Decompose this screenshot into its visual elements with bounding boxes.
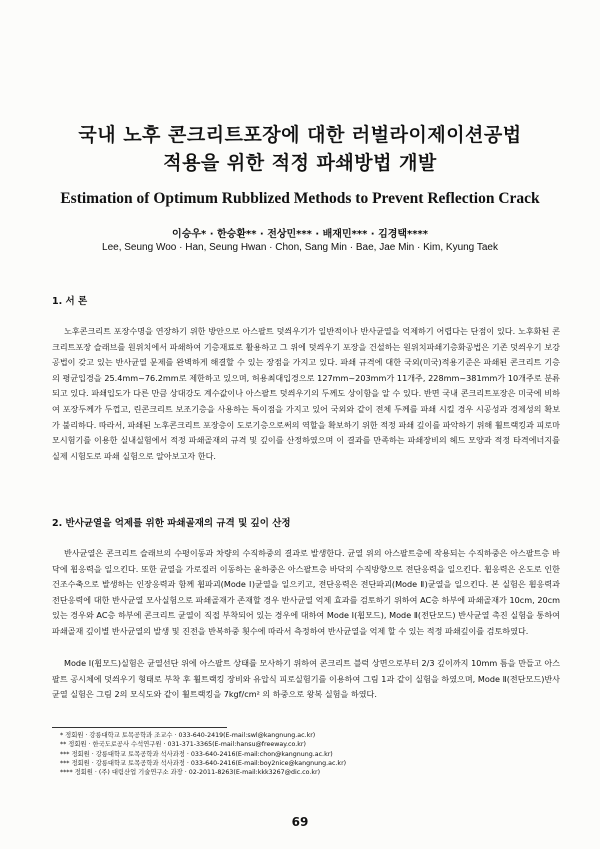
footnote-author-5: **** 정회원 · (주) 대림산업 기술연구소 과장 · 02-2011-8263(E-mail:kkk3267@dic.co.kr) — [60, 769, 321, 777]
footnote-author-3: *** 정회원 · 강릉대학교 토목공학과 석사과정 · 033-640-2416(E-mail:chon@kangnung.ac.kr) — [60, 750, 333, 758]
footnote-author-4: *** 정회원 · 강릉대학교 토목공학과 석사과정 · 033-640-2416(E-mail:boy2nice@kangnung.ac.kr) — [60, 759, 347, 767]
footnote-author-2: ** 정회원 · 한국도로공사 수석연구원 · 031-371-3365(E-mail:hansu@freeway.co.kr) — [60, 741, 306, 749]
title-english: Estimation of Optimum Rubblized Methods to Prevent Reflection Crack — [60, 190, 540, 207]
title-korean-line2: 적용을 위한 적정 파쇄방법 개발 — [163, 152, 437, 174]
title-korean-line1: 국내 노후 콘크리트포장에 대한 러벌라이제이션공법 — [78, 124, 522, 146]
footnote-divider — [52, 727, 227, 728]
footnote-author-1: * 정회원 · 강릉대학교 토목공학과 조교수 · 033-640-2419(E-mail:swl@kangnung.ac.kr) — [60, 732, 316, 739]
section2-paragraph-1: 반사균열은 콘크리트 슬래브의 수평이동과 차량의 수직하중의 결과로 발생한다. 균열 위의 아스팔트층에 작용되는 수직하중은 아스팔트층 바닥에 휨응력을 일으킨다. 또한 균열을 가로질러 이동하는 윤하중은 아스팔트층 바닥의 수직방향으로 전단응력을 일으킨다. 휨응력은 온도로 인한 건조수축으로 발생하는 인장응력과 함께 휨파괴(Mode Ⅰ)균열을 일으키고, 전단응력은 전단파괴(Mode Ⅱ)균열을 일으킨다. 본 실험은 휨응력과 전단응력에 대한 반사균열 모사실험으로 파쇄골재가 존재할 경우 반사균열 억제 효과를 검토하기 위하여 AC층 하부에 파쇄골재가 10cm, 20cm 있는 경우와 AC층 하부에 콘크리트 균열이 직접 부착되어 있는 경우에 대하여 Mode Ⅰ(휨모드), Mode Ⅱ(전단모드) 반사균열 촉진 실험을 통하여 파쇄골재 깊이별 반사균열의 발생 및 진전을 반복하중 횟수에 따라서 측정하여 반사균열을 억제 할 수 있는 적정 파쇄깊이를 검토하였다. — [52, 548, 560, 636]
section2-paragraph-2: Mode Ⅰ(휨모드)실험은 균열선단 위에 아스팔트 상태를 모사하기 위하여 콘크리트 블럭 상면으로부터 2/3 깊이까지 10mm 틈을 만들고 아스팔트 공시체에 덧씌우기 형태로 부착 후 휠트랙킹 장비와 유압식 피로실험기를 이용하여 그림 1과 같이 실험을 하였으며, Mode Ⅱ(전단모드)반사균열 실험은 그림 2의 모식도와 같이 휠트랙킹을 7kgf/cm² 의 하중으로 왕복 실험을 하였다. — [52, 658, 560, 700]
introduction-paragraph: 노후콘크리트 포장수명을 연장하기 위한 방안으로 아스팔트 덧씌우기가 일반적이나 반사균열을 억제하기 어렵다는 단점이 있다. 노후화된 콘크리트포장 슬래브를 원위치에서 파쇄하여 기층재료로 활용하고 그 위에 덧씌우기 포장을 건설하는 원위치파쇄기층화공법은 기존 덧씌우기 보강 공법이 갖고 있는 반사균열 문제를 완벽하게 해결할 수 있는 장점을 가지고 있다. 파쇄 규격에 대한 국외(미국)적용기준은 파쇄된 콘크리트 기층의 평균입경을 25.4mm~76.2mm로 제한하고 있으며, 허용최대입경으로 127mm~203mm가 11개주, 228mm~381mm가 10개주로 분류되고 있다. 파쇄입도가 다른 만큼 상대강도 계수값이나 아스팔트 덧씌우기의 두께도 상이함을 알 수 있다. 반면 국내 콘크리트포장은 미국에 비하여 포장두께가 두껍고, 린콘크리트 보조기층을 사용하는 특이점을 가지고 있어 국외와 같이 전체 두께를 파쇄 시킬 경우 시공성과 경제성의 확보가 불리하다. 따라서, 파쇄된 노후콘크리트 포장층이 도로기층으로써의 역할을 확보하기 위한 적정 파쇄 깊이를 파악하기 위해 휠트랙킹과 피로마모시험기를 이용한 실내실험에서 적정 파쇄골재의 규격 및 깊이를 산정하였으며 이 결과를 만족하는 파쇄장비의 헤드 모양과 적정 타격에너지를 실제 시험도로 파쇄 실험으로 알아보고자 한다. — [52, 326, 560, 461]
authors-english: Lee, Seung Woo · Han, Seung Hwan · Chon, Sang Min · Bae, Jae Min · Kim, Kyung Taek — [102, 242, 498, 253]
authors-korean: 이승우* · 한승환** · 전상민*** · 배재민*** · 김경택**** — [172, 229, 428, 240]
page-number: 69 — [291, 815, 309, 829]
section-heading-introduction: 1. 서 론 — [52, 296, 88, 307]
footnotes — [60, 731, 346, 777]
section-heading-reflection-crack: 2. 반사균열을 억제를 위한 파쇄골재의 규격 및 깊이 산정 — [52, 518, 291, 529]
